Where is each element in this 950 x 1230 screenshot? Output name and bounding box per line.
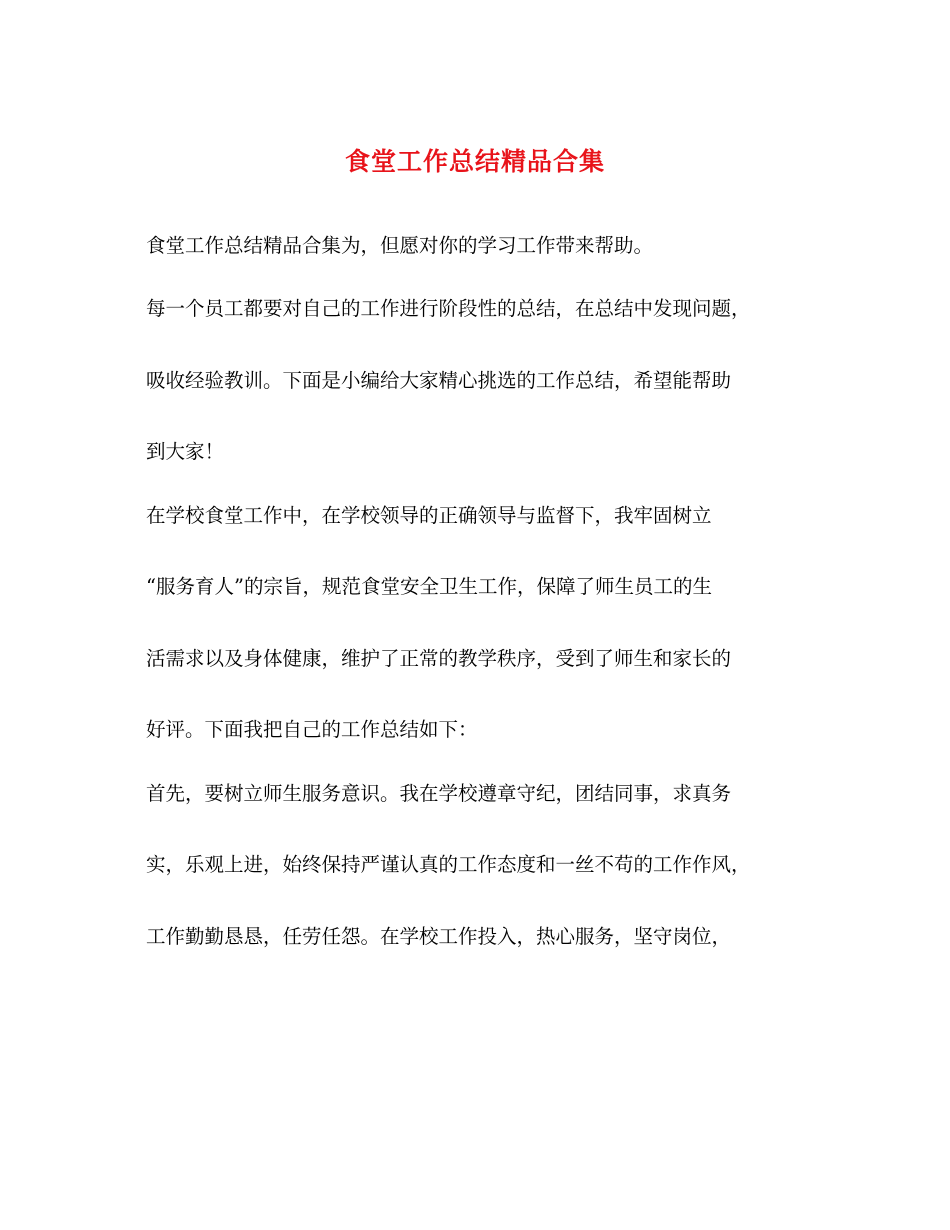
paragraph-line: 活需求以及身体健康，维护了正常的教学秩序，受到了师生和家长的 [146,647,732,670]
paragraph-line: 吸收经验教训。下面是小编给大家精心挑选的工作总结，希望能帮助 [146,369,732,392]
document-title: 食堂工作总结精品合集 [344,147,605,176]
paragraph-line: 好评。下面我把自己的工作总结如下： [146,718,478,741]
paragraph-line: 实，乐观上进，始终保持严谨认真的工作态度和一丝不苟的工作作风， [146,853,751,876]
paragraph-line: 在学校食堂工作中，在学校领导的正确领导与监督下，我牢固树立 [146,504,712,527]
paragraph-line: 每一个员工都要对自己的工作进行阶段性的总结，在总结中发现问题， [146,297,751,320]
paragraph-line: 到大家！ [146,440,225,463]
intro-line: 食堂工作总结精品合集为，但愿对你的学习工作带来帮助。 [146,234,654,257]
paragraph-line: 首先，要树立师生服务意识。我在学校遵章守纪，团结同事，求真务 [146,782,732,805]
paragraph-line: “服务育人”的宗旨，规范食堂安全卫生工作，保障了师生员工的生 [146,575,712,598]
paragraph-line: 工作勤勤恳恳，任劳任怨。在学校工作投入，热心服务，坚守岗位， [146,925,732,948]
